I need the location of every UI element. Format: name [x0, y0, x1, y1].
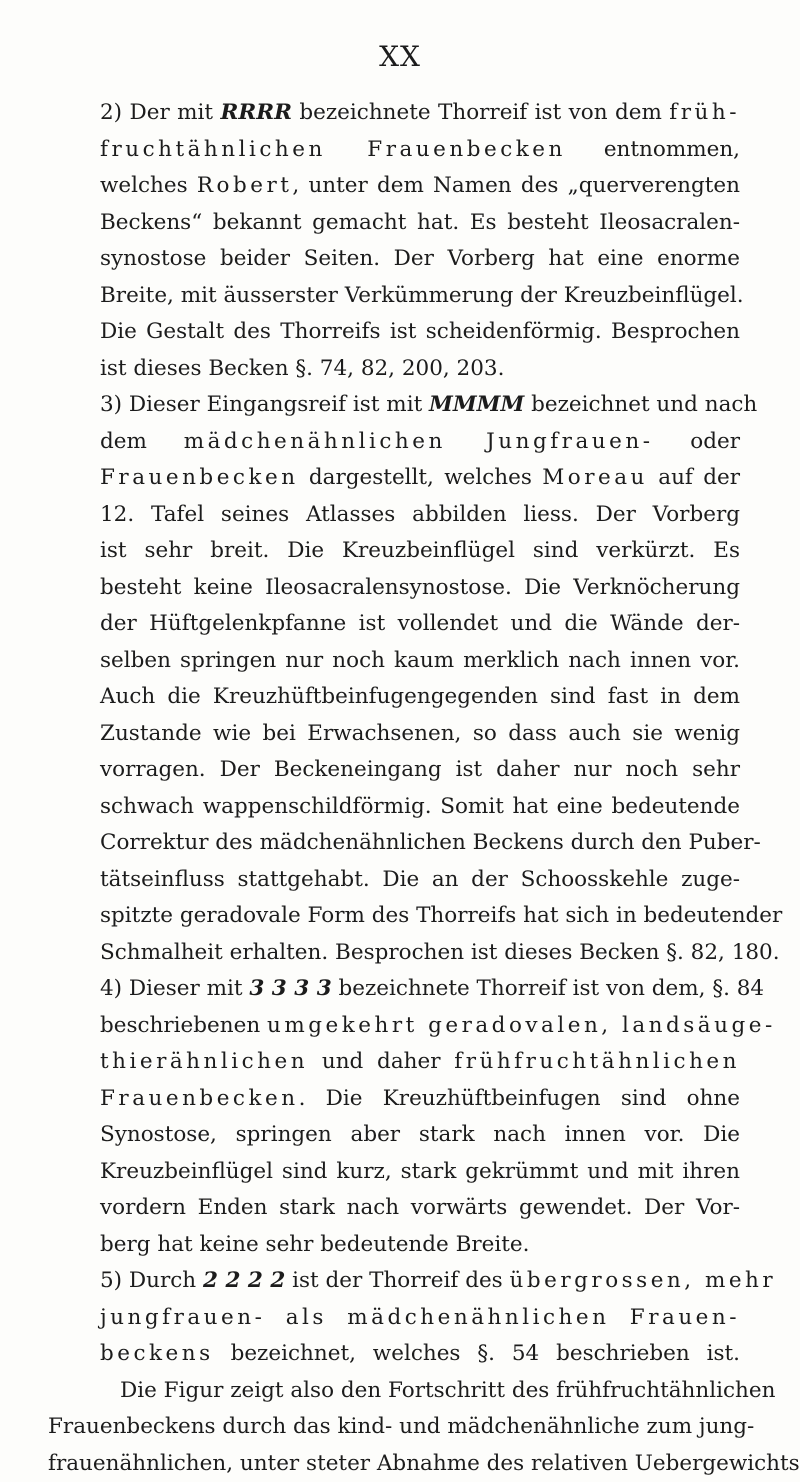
text-segment: Breite, mit äusserster Verkümmerung der Kreuzbeinflügel. — [100, 283, 744, 308]
text-segment: bezeichnete Thorreif ist von dem — [292, 100, 669, 125]
text-segment: und daher — [308, 1049, 454, 1074]
text-segment: 4) Dieser mit — [100, 976, 249, 1001]
text-line — [100, 1154, 740, 1191]
text-segment: Moreau — [542, 465, 648, 490]
text-segment: synostose beider Seiten. Der Vorberg hat eine enorme — [100, 246, 740, 271]
text-segment: bezeichnet, welches §. 54 beschrieben ist. — [214, 1341, 740, 1366]
text-line — [100, 95, 740, 132]
text-line — [120, 1373, 740, 1410]
text-line — [100, 1044, 740, 1081]
text-segment: schwach wappenschildförmig. Somit hat eine bedeutende — [100, 794, 740, 819]
text-line — [100, 351, 740, 388]
text-segment: bezeichnete Thorreif ist von dem, §. 84 — [332, 976, 764, 1001]
text-segment: selben springen nur noch kaum merklich nach innen vor. — [100, 648, 740, 673]
text-line — [100, 606, 740, 643]
text-line — [100, 716, 740, 753]
text-line — [100, 278, 740, 315]
text-line — [100, 1263, 740, 1300]
text-line — [100, 1336, 740, 1373]
text-segment: Schmalheit erhalten. Besprochen ist dieses Becken §. 82, 180. — [100, 940, 780, 965]
text-segment: frauenähnlichen, unter steter Abnahme des relativen Uebergewichts — [48, 1451, 800, 1476]
text-segment: Robert — [197, 173, 293, 198]
text-segment: Frauenbecken — [100, 465, 299, 490]
text-line — [100, 533, 740, 570]
text-segment: Correktur des mädchenähnlichen Beckens durch den Puber- — [100, 830, 761, 855]
text-segment: , unter dem Namen des „querverengten — [292, 173, 740, 198]
text-segment: thierähnlichen — [100, 1049, 308, 1074]
text-line — [100, 862, 740, 899]
text-segment: spitzte geradovale Form des Thorreifs hat sich in bedeutender — [100, 903, 782, 928]
text-segment: bezeichnet und nach — [524, 392, 757, 417]
text-line — [48, 1409, 740, 1446]
text-segment: der Hüftgelenkpfanne ist vollendet und die Wände der- — [100, 611, 740, 636]
text-segment: ist der Thorreif des — [285, 1268, 509, 1293]
text-segment: 2) Der mit — [100, 100, 220, 125]
text-segment: tätseinfluss stattgehabt. Die an der Schoosskehle zuge- — [100, 867, 740, 892]
text-line — [100, 168, 740, 205]
text-segment: Zustande wie bei Erwachsenen, so dass auch sie wenig — [100, 721, 740, 746]
text-segment: beschriebenen — [100, 1013, 267, 1038]
text-segment: dargestellt, welches — [299, 465, 543, 490]
text-line — [100, 460, 740, 497]
text-segment: 5) Durch — [100, 1268, 203, 1293]
text-segment: berg hat keine sehr bedeutende Breite. — [100, 1232, 529, 1257]
text-line — [100, 241, 740, 278]
text-line — [100, 387, 740, 424]
text-segment: dem — [100, 429, 184, 454]
text-segment: beckens — [100, 1341, 214, 1366]
figure-label: MMMM — [429, 392, 524, 417]
text-segment: vorragen. Der Beckeneingang ist daher nur noch sehr — [100, 757, 740, 782]
text-segment: übergrossen, mehr — [510, 1268, 777, 1293]
text-segment: Die Gestalt des Thorreifs ist scheidenförmig. Besprochen — [100, 319, 740, 344]
text-segment: Frauenbecken — [100, 1086, 299, 1111]
text-segment: jungfrauen- als mädchenähnlichen Frauen- — [100, 1305, 740, 1330]
text-segment: besteht keine Ileosacralensynostose. Die Verknöcherung — [100, 575, 740, 600]
text-segment: Die Figur zeigt also den Fortschritt des frühfruchtähnlichen — [120, 1378, 775, 1403]
text-segment: mädchenähnlichen Jungfrauen- — [184, 429, 654, 454]
text-line — [100, 424, 740, 461]
text-line — [100, 570, 740, 607]
text-line — [100, 497, 740, 534]
text-segment: ist sehr breit. Die Kreuzbeinflügel sind verkürzt. Es — [100, 538, 740, 563]
text-segment: Beckens“ bekannt gemacht hat. Es besteht Ileosacralen- — [100, 210, 740, 235]
text-segment: auf der — [648, 465, 740, 490]
figure-label: RRRR — [220, 100, 291, 125]
text-segment: 12. Tafel seines Atlasses abbilden liess. Der Vorberg — [100, 502, 740, 527]
text-segment: frühfruchtähnlichen — [454, 1049, 740, 1074]
text-segment: 3) Dieser Eingangsreif ist mit — [100, 392, 429, 417]
text-line — [100, 1190, 740, 1227]
text-segment: Auch die Kreuzhüftbeinfugengegenden sind fast in dem — [100, 684, 740, 709]
text-segment: welches — [100, 173, 197, 198]
text-segment: ist dieses Becken §. 74, 82, 200, 203. — [100, 356, 504, 381]
text-segment: umgekehrt geradovalen, landsäuge- — [267, 1013, 776, 1038]
text-line — [100, 679, 740, 716]
text-line — [100, 971, 740, 1008]
text-line — [100, 643, 740, 680]
text-segment: früh- — [669, 100, 740, 125]
text-line — [100, 752, 740, 789]
text-segment: Synostose, springen aber stark nach innen vor. Die — [100, 1122, 740, 1147]
text-segment: . Die Kreuzhüftbeinfugen sind ohne — [299, 1086, 740, 1111]
figure-label: 3 3 3 3 — [249, 976, 331, 1001]
figure-label: 2 2 2 2 — [203, 1268, 285, 1293]
text-line — [100, 1117, 740, 1154]
text-line — [48, 1446, 740, 1482]
text-line — [100, 825, 740, 862]
text-line — [100, 314, 740, 351]
text-segment: entnommen, — [566, 137, 740, 162]
text-segment: Frauenbeckens durch das kind- und mädchenähnliche zum jung- — [48, 1414, 754, 1439]
text-line — [100, 205, 740, 242]
text-line — [100, 132, 740, 169]
text-line — [100, 898, 740, 935]
text-line — [100, 1300, 740, 1337]
text-line — [100, 1081, 740, 1118]
text-line — [100, 935, 740, 972]
text-segment: oder — [653, 429, 740, 454]
text-segment: fruchtähnlichen Frauenbecken — [100, 137, 566, 162]
text-line — [100, 1008, 740, 1045]
text-segment: Kreuzbeinflügel sind kurz, stark gekrümmt und mit ihren — [100, 1159, 740, 1184]
page-number: XX — [0, 40, 800, 73]
body-text — [100, 95, 740, 1482]
text-segment: vordern Enden stark nach vorwärts gewendet. Der Vor- — [100, 1195, 740, 1220]
text-line — [100, 1227, 740, 1264]
text-line — [100, 789, 740, 826]
